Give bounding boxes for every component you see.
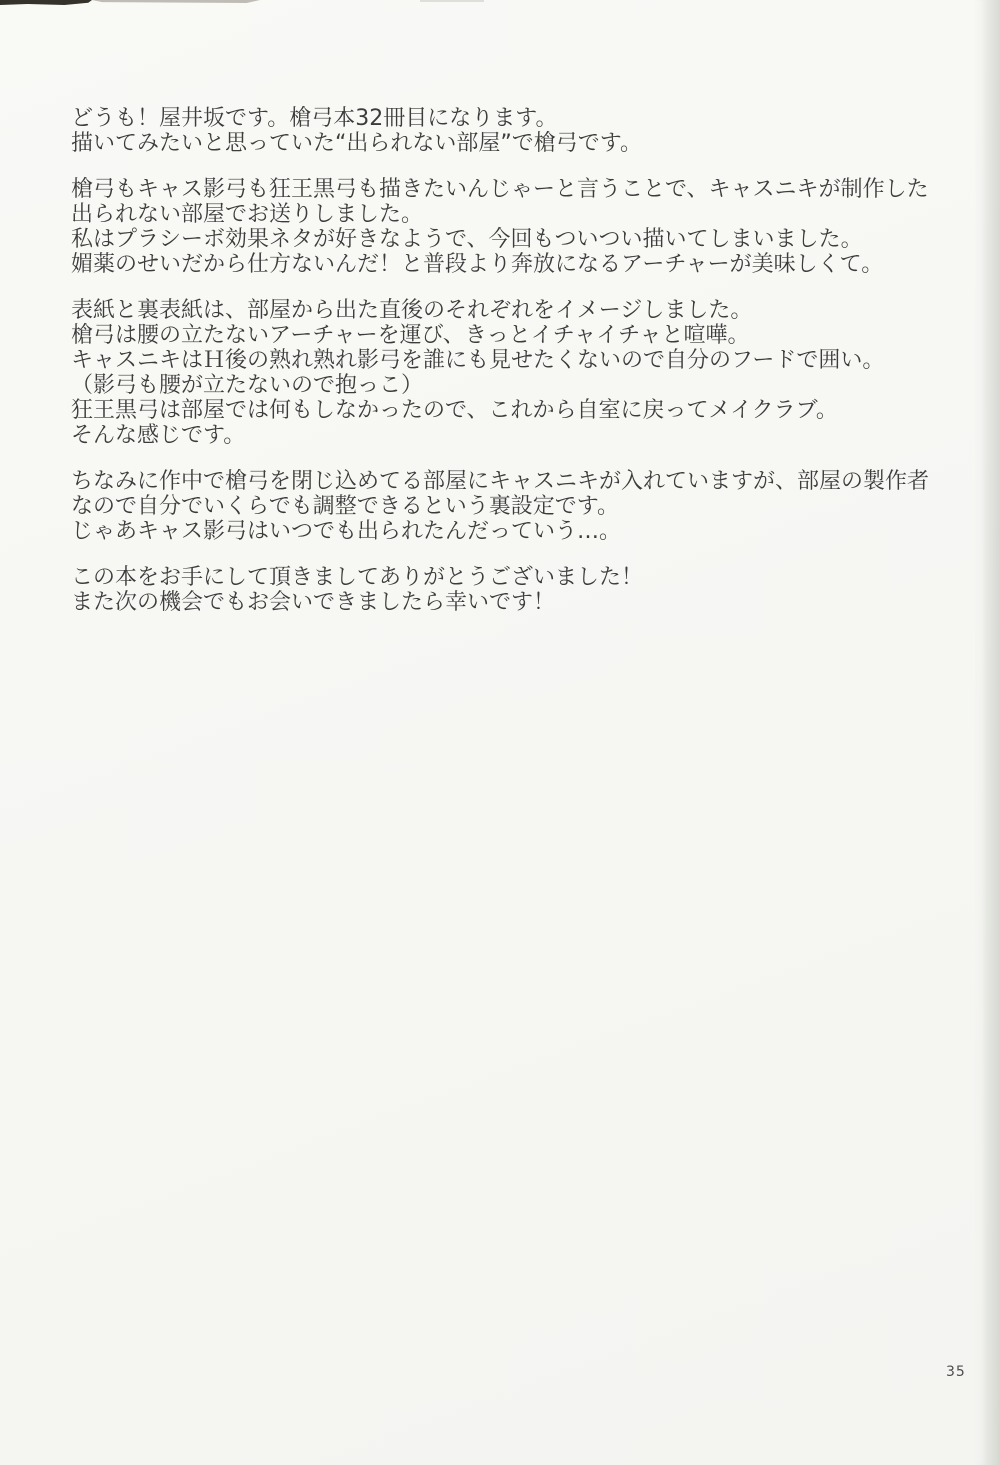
page-number: 35: [946, 1364, 966, 1380]
text-line: 媚薬のせいだから仕方ないんだ！と普段より奔放になるアーチャーが美味しくて。: [71, 252, 884, 277]
scan-edge-artifact: [0, 0, 92, 5]
paragraph-premise: [71, 177, 951, 277]
text-line: じゃあキャス影弓はいつでも出られたんだっていう…。: [71, 519, 622, 544]
text-line: 槍弓もキャス影弓も狂王黒弓も描きたいんじゃーと言うことで、キャスニキが制作した: [71, 177, 929, 202]
scan-edge-artifact: [420, 0, 484, 2]
paragraph-covers: [71, 298, 951, 448]
text-line: 私はプラシーボ効果ネタが好きなようで、今回もついつい描いてしまいました。: [71, 227, 863, 252]
text-line: どうも！屋井坂です。槍弓本32冊目になります。: [71, 106, 558, 131]
text-line: また次の機会でもお会いできましたら幸いです！: [71, 590, 556, 615]
scan-edge-artifact: [92, 0, 260, 3]
text-line: 槍弓は腰の立たないアーチャーを運び、きっとイチャイチャと喧嘩。: [71, 323, 750, 348]
paragraph-thanks: [71, 565, 951, 615]
text-line: そんな感じです。: [71, 423, 246, 448]
text-line: 出られない部屋でお送りしました。: [71, 202, 424, 227]
text-line: この本をお手にして頂きましてありがとうございました！: [71, 565, 644, 590]
text-line: 描いてみたいと思っていた“出られない部屋”で槍弓です。: [71, 131, 643, 156]
page-edge-shadow: [974, 0, 1000, 1465]
text-line: 表紙と裏表紙は、部屋から出た直後のそれぞれをイメージしました。: [71, 298, 753, 323]
text-line: ちなみに作中で槍弓を閉じ込めてる部屋にキャスニキが入れていますが、部屋の製作者: [71, 469, 930, 494]
text-line: 狂王黒弓は部屋では何もしなかったので、これから自室に戻ってメイクラブ。: [71, 398, 838, 423]
paragraph-sidenote: [71, 469, 951, 544]
text-line: （影弓も腰が立たないので抱っこ）: [71, 373, 424, 398]
afterword-text: [71, 106, 951, 636]
text-line: キャスニキはＨ後の熟れ熟れ影弓を誰にも見せたくないので自分のフードで囲い。: [71, 348, 885, 373]
paragraph-intro: [71, 106, 951, 156]
text-line: なので自分でいくらでも調整できるという裏設定です。: [71, 494, 620, 519]
